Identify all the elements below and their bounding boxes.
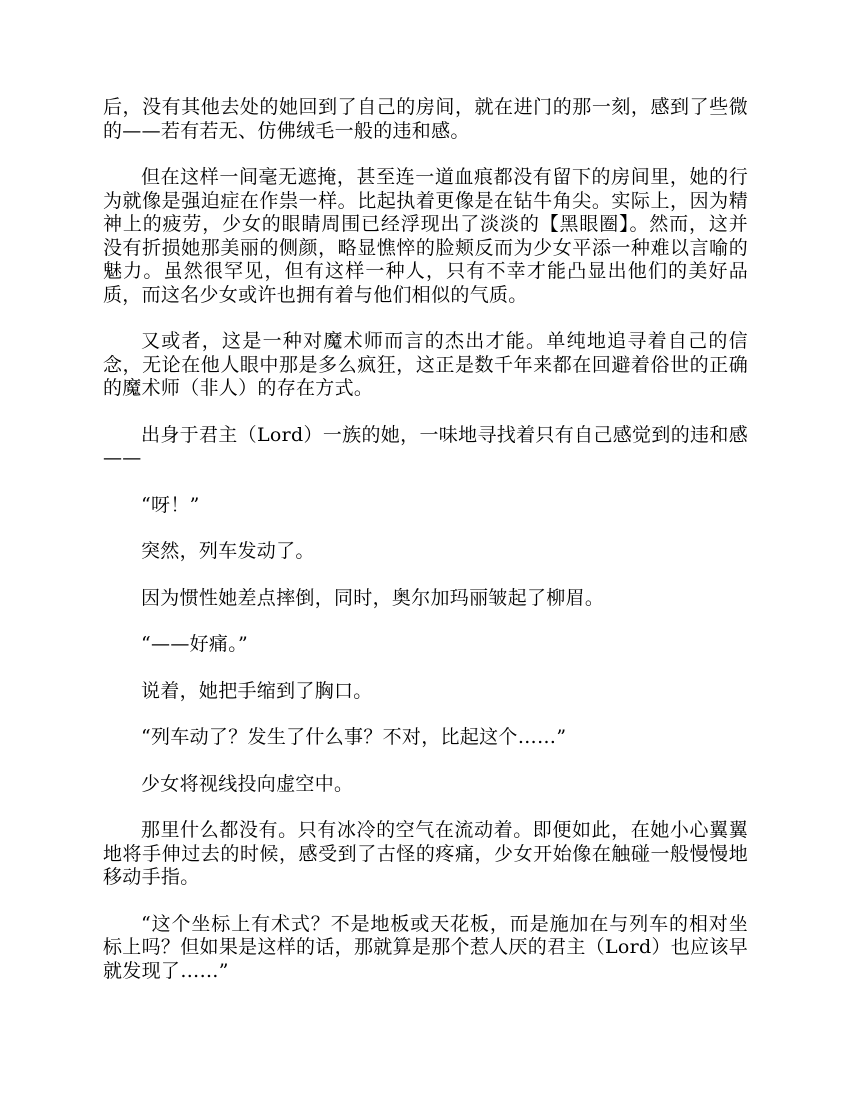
document-page (103, 96, 748, 1006)
paragraph-11: 少女将视线投向虚空中。 (141, 772, 354, 795)
paragraph-8: “——好痛。” (141, 633, 249, 655)
paragraph-3: 又或者，这是一种对魔术师而言的杰出才能。单纯地追寻着自己的信念，无论在他人眼中那是多么疯狂，这正是数千年来都在回避着俗世的正确的魔术师（非人）的存在方式。 (103, 330, 748, 399)
paragraph-1: 后，没有其他去处的她回到了自己的房间，就在进门的那一刻，感到了些微的——若有若无、仿佛绒毛一般的违和感。 (103, 96, 748, 142)
paragraph-6: 突然，列车发动了。 (141, 540, 315, 562)
paragraph-2: 但在这样一间毫无遮掩，甚至连一道血痕都没有留下的房间里，她的行为就像是强迫症在作祟一样。比起执着更像是在钻牛角尖。实际上，因为精神上的疲劳，少女的眼睛周围已经浮现出了淡淡的【黑眼圈】。然而，这并没有折损她那美丽的侧颜，略显憔悴的脸颊反而为少女平添一种难以言喻的魅力。虽然很罕见，但有这样一种人，只有不幸才能凸显出他们的美好品质，而这名少女或许也拥有着与他们相似的气质。 (103, 166, 748, 306)
paragraph-7: 因为惯性她差点摔倒，同时，奥尔加玛丽皱起了柳眉。 (141, 586, 605, 609)
paragraph-12: 那里什么都没有。只有冰冷的空气在流动着。即便如此，在她小心翼翼地将手伸过去的时候，感受到了古怪的疼痛，少女开始像在触碰一般慢慢地移动手指。 (103, 819, 748, 888)
paragraph-10: “列车动了？发生了什么事？不对，比起这个……” (141, 726, 567, 748)
paragraph-9: 说着，她把手缩到了胸口。 (141, 679, 373, 702)
paragraph-5: “呀！” (141, 493, 200, 516)
paragraph-4: 出身于君主（Lord）一族的她，一味地寻找着只有自己感觉到的违和感—— (103, 423, 748, 469)
paragraph-13: “这个坐标上有术式？不是地板或天花板，而是施加在与列车的相对坐标上吗？但如果是这样的话，那就算是那个惹人厌的君主（Lord）也应该早就发现了……” (103, 912, 748, 982)
